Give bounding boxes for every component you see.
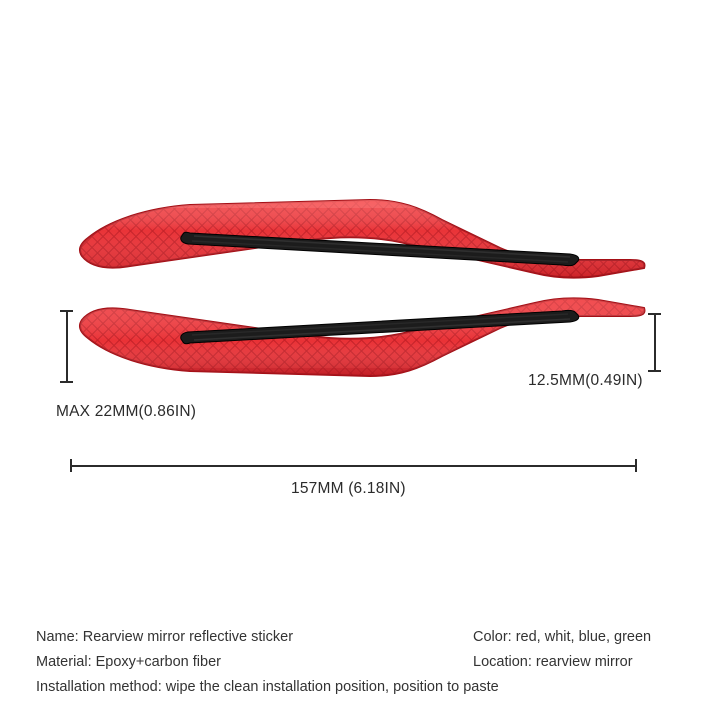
spec-location: Location: rearview mirror (473, 654, 633, 670)
spec-row-material-location (36, 650, 684, 675)
reflective-sticker-bottom (70, 296, 650, 378)
dimension-height-tip-label: 12.5MM(0.49IN) (528, 372, 643, 389)
sticker-group (70, 198, 650, 378)
spec-installation: Installation method: wipe the clean installation position, position to paste (36, 679, 499, 695)
spec-name: Name: Rearview mirror reflective sticker (36, 629, 294, 645)
dimension-height-max-label: MAX 22MM(0.86IN) (56, 403, 197, 420)
reflective-sticker-top (70, 198, 650, 280)
spec-row-installation (36, 675, 684, 700)
spec-row-name-color (36, 625, 684, 650)
spec-material: Material: Epoxy+carbon fiber (36, 654, 221, 670)
spec-list (36, 625, 684, 700)
spec-color: Color: red, whit, blue, green (473, 629, 652, 645)
dimension-length-label: 157MM (6.18IN) (291, 480, 406, 497)
